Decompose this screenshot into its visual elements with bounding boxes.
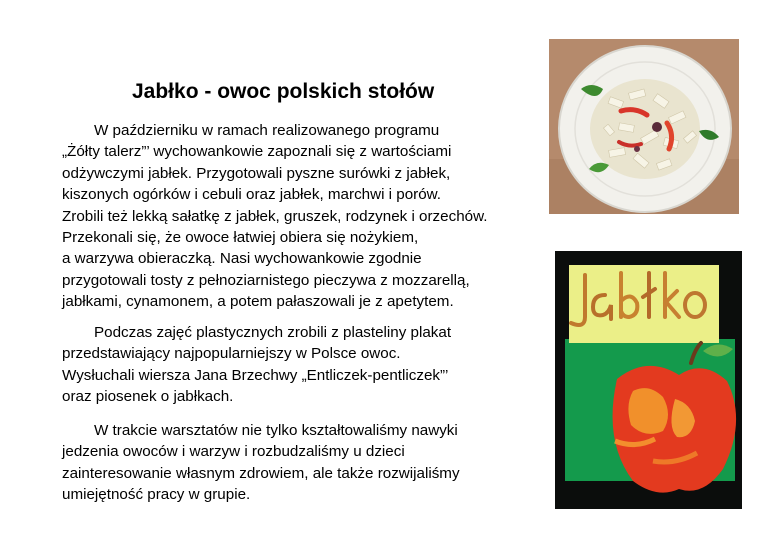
text-line: odżywczymi jabłek. Przygotowali pyszne surówki z jabłek, xyxy=(62,164,451,182)
text-line: Podczas zajęć plastycznych zrobili z plasteliny plakat xyxy=(94,324,452,341)
page-title: Jabłko - owoc polskich stołów xyxy=(132,80,435,103)
salad-plate-illustration xyxy=(549,39,739,214)
text-line: a warzywa obieraczką. Nasi wychowankowie zgodnie xyxy=(62,250,422,268)
text-line: oraz piosenek o jabłkach. xyxy=(62,388,234,406)
apple-poster-illustration xyxy=(555,251,742,509)
salad-photo xyxy=(549,39,739,214)
paragraph-1 xyxy=(62,120,542,313)
text-line: jabłkami, cynamonem, a potem pałaszowali je z apetytem. xyxy=(62,293,454,311)
text-line: W trakcie warsztatów nie tylko kształtowaliśmy nawyki xyxy=(94,422,458,439)
text-line: „Żółty talerz”’ wychowankowie zapoznali się z wartościami xyxy=(62,143,452,161)
text-line: W październiku w ramach realizowanego programu xyxy=(94,122,440,139)
text-line: Zrobili też lekką sałatkę z jabłek, gruszek, rodzynek i orzechów. xyxy=(62,207,488,225)
paragraph-2 xyxy=(62,322,542,408)
text-line: umiejętność pracy w grupie. xyxy=(62,486,251,504)
apple-poster-photo xyxy=(555,251,742,509)
text-line: Wysłuchali wiersza Jana Brzechwy „Entliczek-pentliczek”’ xyxy=(62,366,449,384)
text-line: przygotowali tosty z pełnoziarnistego pieczywa z mozzarellą, xyxy=(62,271,470,289)
text-line: Przekonali się, że owoce łatwiej obiera się nożykiem, xyxy=(62,229,419,247)
text-line: zainteresowanie własnym zdrowiem, ale także rozwijaliśmy xyxy=(62,464,460,482)
paragraph-3 xyxy=(62,420,542,506)
text-line: jedzenia owoców i warzyw i rozbudzaliśmy u dzieci xyxy=(62,443,405,461)
text-line: przedstawiający najpopularniejszy w Polsce owoc. xyxy=(62,345,401,363)
text-line: kiszonych ogórków i cebuli oraz jabłek, marchwi i porów. xyxy=(62,186,442,204)
